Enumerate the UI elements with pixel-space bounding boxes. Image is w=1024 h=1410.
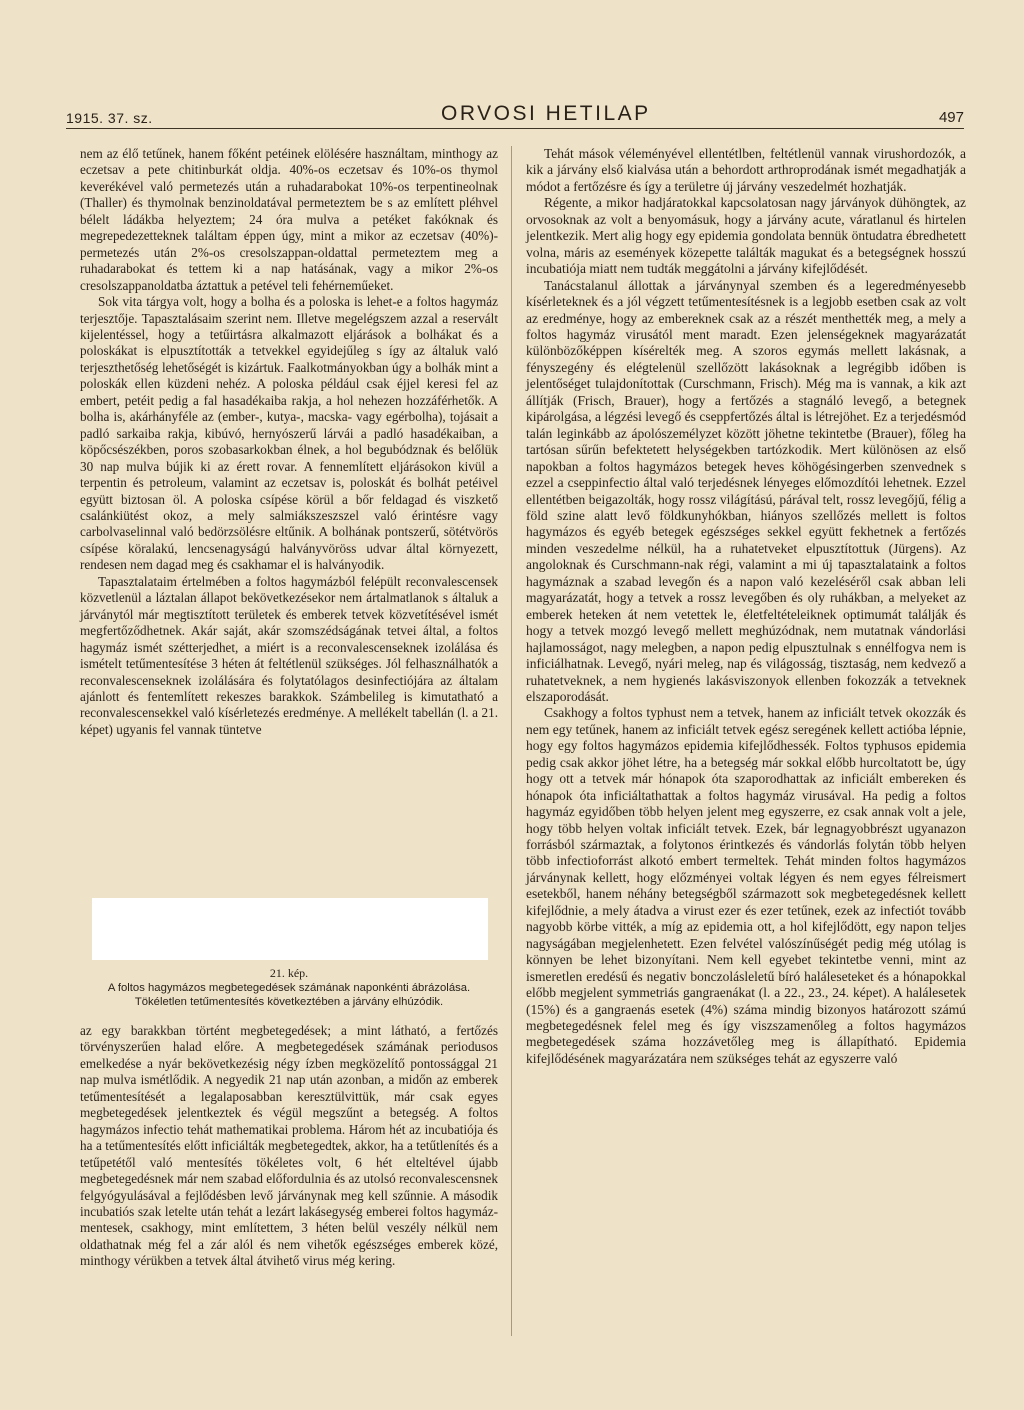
issue-label: 1915. 37. sz. <box>66 110 153 126</box>
figure-number: 21. kép. <box>269 966 309 980</box>
paragraph: Sok vita tárgya volt, hogy a bolha és a poloska is lehet-e a foltos hagymáz terjesztője. Tapasztalásaim szerint nem. Illetve megelégszem azzal a reservált kijelentéssel, hogy a tetűirtásra alkalmazott eljárások a bolhákat és a poloskákat is elpusztították a tetvekkel egyidejűleg s így az általuk való terjeszthetőség lehetőségét is kizártuk. Faalkotmányokban úgy a bolhák mint a poloskák ellen küzdeni nehéz. A poloska például csak éjjel keresi fel az embert, petéit pedig a fal hasadékaiba rakja, a hol nehezen hozzáférhetők. A bolha is, akárhányféle az (ember-, kutya-, macska- vagy egérbolha), tojásait a padló sarkaiba rakja, kibúvó, hernyószerű lárvái a padló hasadékaiban, a köpőcsészékben, poros szobasarkokban élnek, a hol begubódznak és belőlük 30 nap mulva bújik ki az érett rovar. A fennemlített eljárásokon kivül a terpentin és petroleum, valamint az eczetsav is, poloskát és bolhát petéivel együtt biztosan öl. A poloska csípése körül a bőr feldagad és viszkető csalánkiütést okoz, a mely salmiákszeszszel való érintésre vagy carbolvaselinnal való bedörzsölésre eltűnik. A bolhának pontszerű, sötétvörös csípése köralakú, lencsenagyságú halványvöröss udvar által környezett, rendesen nem dagad meg és csakhamar el is halványodik. <box>80 294 498 573</box>
paragraph: Tapasztalataim értelmében a foltos hagymázból felépült reconvalescensek közvetlenül a láztalan állapot bekövetkezésekor nem ártalmatlanok s általuk a járványtól már megtisztított területek és emberek tetvek közvetítésével ismét megfertőződhetnek. Akár saját, akár szomszédságának tetvei által, a foltos hagymáz ismét szétterjedhet, a miért is a reconvalescenseknek izolálása és ismételt tetűmentesítése 3 héten át feltétlenül szükséges. Jól felhasználhatók a reconvalescenseknek izolálására és folytatólagos desinfectiójára az általam ajánlott és fentemlített rekeszes barakkok. Számbelileg is kimutatható a reconvalescensekkel való kísérletezés eredménye. A mellékelt tabellán (l. a 21. képet) ugyanis fel vannak tüntetve <box>80 573 498 737</box>
paragraph: Tanácstalanul állottak a járványnyal szemben és a legeredményesebb kísérleteknek és a jól végzett tetűmentesítésnek is a legjobb esetben csak az volt az eredménye, hogy az embereknek csak az a részét menthették meg, a mely a foltos hagymáz virusától ment maradt. Ezen jelenségeknek magyarázatát különbözőképpen kísérelték meg. A szoros egymás mellett lakásnak, a fényszegény és elégtelenül szellőzött lakásoknak a legrégibb időben is jelentőséget tulajdonítottak (Curschmann, Frisch). Még ma is vannak, a kik azt állítják (Frisch, Brauer), hogy a fertőzés a stagnáló levegő, a betegnek kipárolgása, a légzési levegő és cseppfertőzés által is létrejöhet. Ez a terjedésmód talán leginkább az ápolószemélyzet között jöhetne tekintetbe (Brauer), főleg ha tartósan sűrűn befektetett helységekben tartózkodik. Mert különösen az első napokban a foltos hagymázos betegek heves köhögésingerben szenvednek s ezzel a cseppinfectio által való terjedésnek lényeges előmozdítói lehetnek. Ezzel ellentétben beigazolták, hogy rossz világítású, párával telt, rossz levegőjű, félig a föld szine alatt levő földkunyhókban, hiányos szellőzés mellett is foltos hagymázos és egyéb betegek egészséges sekkel együtt fekhetnek a fertőzés minden veszedelme nélkül, ha a ruhatetveket elpusztítottuk (Jürgens). Az angoloknak és Curschmann-nak régi, valamint a mi új tapasztalataink a foltos hagymáznak a szabad levegőn és a napon való kezeléséről csak abban leli magyarázatát, hogy a tetvek a rossz levegőben és oly ruhákban, a melyeket az emberek heteken át nem vetettek le, életfeltételeiknek optimumát találják és hogy a tetvek mozgó levegő mellett meghúzódnak, nem mutatnak vándorlási hajlamosságot, nagy melegben, a napon pedig elpusztulnak s ennélfogva nem is inficiálhatnak. Levegő, nyári meleg, nap és világosság, tisztaság, nem kedvező a ruhatetveknek, a nem hygienés lakásviszonyok ellenben fokozzák a tetveknek elszaporodását. <box>526 277 966 704</box>
page-number: 497 <box>938 109 964 126</box>
page-header <box>66 96 964 126</box>
left-column-continued <box>80 1023 498 1270</box>
journal-title: ORVOSI HETILAP <box>440 102 651 125</box>
header-rule <box>66 128 964 129</box>
figure-placeholder <box>92 898 488 960</box>
figure-caption <box>80 966 498 1010</box>
paragraph: Régente, a mikor hadjáratokkal kapcsolatosan nagy járványok dühöngtek, az orvosoknak az volt a benyomásuk, hogy a járvány acute, váratlanul és hirtelen jelentkezik. Mert alig hogy egy epidemia gondolata bennük öntudatra ébredhetett volna, máris az események közepette találták magukat és a betegségnek hosszú incubatiója miatt nem tudták meggátolni a járvány kifejlődését. <box>526 195 966 277</box>
right-column <box>526 146 966 1067</box>
caption-line: A foltos hagymázos megbetegedések számának naponkénti ábrázolása. <box>107 981 471 994</box>
column-divider <box>511 146 512 1336</box>
paragraph: Tehát mások véleményével ellentétlben, feltétlenül vannak virushordozók, a kik a járvány első kialvása után a behordott arthroprodának ismét megadhatják a módot a fertőzésre és így a területre új járvány veszedelmét hozhatják. <box>526 146 966 194</box>
left-column <box>80 146 498 738</box>
caption-line: Tökéletlen tetűmentesítés következtében a járvány elhúzódik. <box>134 996 444 1008</box>
paragraph: Csakhogy a foltos typhust nem a tetvek, hanem az inficiált tetvek okozzák és nem egy tetűnek, hanem az inficiált tetvek egész seregének kellett actióba lépnie, hogy egy foltos hagymázos epidemia kifejlődhessék. Foltos typhusos epidemia pedig csak akkor jöhet létre, ha a betegség már sokkal előbb hurcoltatott be, úgy hogy ott a tetvek már hónapok óta szaporodhattak az inficiált embereken és hónapok óta inficiáltathattak a foltos hagymáz virusával. Ha pedig a foltos hagymáz egyidőben több helyen jelent meg egyszerre, ez csak annak volt a jele, hogy több helyen voltak inficiált tetvek. Ezek, bár legnagyobbrészt ugyanazon forrásból származtak, a folytonos érintkezés és vándorlás folytán több helyen több infectioforrást alkotó embert termeltek. Tehát minden foltos hagymázos járványnak kellett, hogy előzményei voltak légyen és nem egyes félreismert esetekből, hanem néhány betegségből származott sok megbetegedésnek kellett kifejlődnie, a mely átadva a virust ezer és ezer tetűnek, ezek az infectiót tovább nagyobb körbe vitték, a míg az epidemia ott, a hol kifejlődött, egy napon teljes nagyságában megjelenhetett. Ezen felvétel valószínűségét pedig még utólag is könnyen be lehet bizonyítani. Nem kell egyebet tekintetbe venni, mint az ismeretlen eredésű és negativ bonczolásleletű bíró haláleseteket és a hónapokkal előbb megjelent symmetriás gangraenákat (l. a 22., 23., 24. képet). A halálesetek (15%) és a gangraenás esetek (4%) száma mindig bizonyos határozott számú megbetegedésnek felel meg és így viszszamenőleg a foltos hagymázos megbetegedések száma hozzávetőleg meg is állapítható. Epidemia kifejlődésének magyarázatára nem szükséges tehát az egyszerre való <box>526 705 966 1066</box>
paragraph: nem az élő tetűnek, hanem főként petéinek elölésére használtam, minthogy az eczetsav a pete chitinburkát oldja. 40%-os eczetsav és 10%-os thymol keverékével való permetezés után a ruhadarabokat 10%-os terpentineolnak (Thaller) és thymolnak benzinoldatával permeteztem be s az említett pléhvel bélelt ládákba helyeztem; 24 óra mulva a petéket fakóknak és megrepedezetteknek találtam éppen úgy, mint a mikor az eczetsav (40%)-permetezés után 2%-os cresolszappan-oldattal permeteztem meg a ruhadarabokat és tettem ki a nap hatásának, vagy a mikor 2%-os cresolszappanoldatba áztattuk a petével teli fehérneműeket. <box>80 146 498 293</box>
paragraph: az egy barakkban történt megbetegedések; a mint látható, a fertőzés törvényszerűen halad előre. A megbetegedések számának periodusos emelkedése a nyár bekövetkezésig négy ízben megközelítő pontossággal 21 nap mulva ismétlődik. A negyedik 21 nap után azonban, a midőn az emberek tetűmentesítését a legalaposabban keresztülvittük, már csak egyes megbetegedések jelentkeztek és végül megszűnt a betegség. A foltos hagymázos infectio tehát mathematikai problema. Három hét az incubatiója és ha a tetűmentesítés előtt inficiálták megbetegedtek, akkor, ha a tetűtlenítés és a tetűpetétől való mentesítés tökéletes volt, 6 hét elteltével újabb megbetegedésnek már nem szabad előfordulnia és az utolsó reconvalescensnek felgyógyulásával a fejlődésben levő járványnak meg kell szűnnie. A második incubatiós szak letelte után tehát a lezárt lakásegység emberei foltos hagymáz-mentesek, csakhogy, mint említettem, 3 héten belül veszély nélkül nem oldathatnak még fel a zár alól és nem vihetők egészséges emberek közé, minthogy vérükben a tetvek által átvihető virus még kering. <box>80 1023 498 1269</box>
